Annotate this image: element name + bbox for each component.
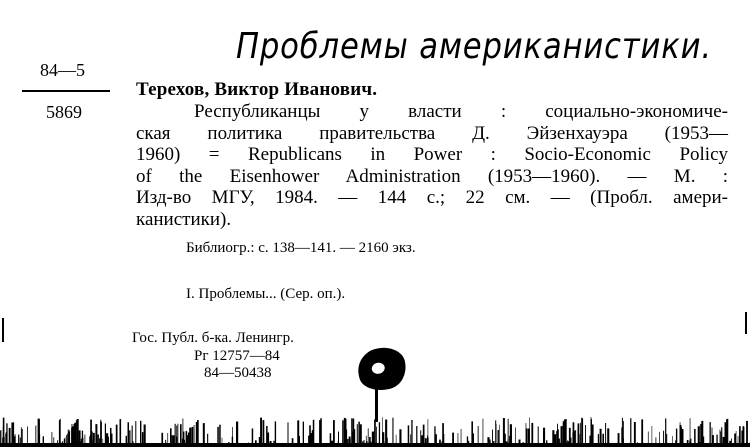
description-line: Республиканцы у власти : социально-экономиче- (194, 101, 728, 122)
scan-noise-mark (338, 432, 339, 445)
scan-noise-mark (21, 427, 22, 445)
scan-noise-mark (161, 433, 163, 445)
scan-noise-mark (509, 436, 511, 445)
scan-noise-mark (691, 439, 692, 445)
scan-noise-mark (62, 441, 63, 445)
scan-noise-mark (716, 435, 717, 445)
scan-noise-mark (18, 435, 19, 445)
scan-noise-mark (723, 437, 725, 445)
scan-noise-mark (363, 440, 364, 445)
scan-noise-mark (607, 428, 609, 445)
scan-noise-mark (194, 425, 195, 445)
scan-noise-mark (557, 424, 558, 445)
scan-noise-mark (120, 419, 122, 445)
scan-noise-mark (275, 421, 276, 445)
holder-line: 84—50438 (204, 365, 272, 381)
scan-noise-mark (552, 430, 554, 445)
scan-noise-mark (676, 429, 677, 445)
scan-noise-mark (648, 432, 649, 446)
scan-noise-mark (492, 430, 493, 446)
scan-noise-mark (303, 422, 304, 445)
scan-noise-mark (681, 438, 683, 445)
scan-noise-mark (618, 433, 620, 445)
scan-noise-mark (217, 427, 219, 445)
scan-noise-mark (27, 426, 28, 445)
scan-noise-mark (85, 435, 86, 446)
scan-noise-mark (713, 443, 714, 445)
author-heading: Терехов, Виктор Иванович. (136, 79, 378, 100)
scan-noise-mark (77, 419, 79, 445)
scan-noise-mark (622, 418, 623, 445)
bibliography-note: Библиогр.: с. 138—141. — 2160 экз. (186, 240, 416, 256)
scan-noise-mark (710, 422, 711, 445)
scan-noise-mark (427, 435, 428, 445)
holder-line: Рг 12757—84 (194, 347, 280, 364)
scan-noise-mark (382, 443, 383, 445)
scan-noise-mark (93, 440, 94, 445)
scan-noise-mark (167, 433, 168, 445)
holder-line: Гос. Публ. б-ка. Ленингр. (132, 330, 294, 346)
scan-noise-mark (65, 438, 66, 446)
scan-noise-mark (232, 427, 233, 445)
shelfmark-bottom: 5869 (46, 102, 82, 122)
shelfmark-divider (22, 90, 110, 92)
scan-noise-mark (659, 432, 660, 445)
scan-noise-mark (184, 440, 185, 445)
scan-noise-mark (630, 418, 631, 445)
scan-noise-mark (672, 436, 673, 445)
scan-noise-mark (666, 434, 667, 445)
scan-noise-mark (467, 436, 468, 445)
scan-noise-mark (72, 424, 73, 445)
scan-noise-mark (561, 426, 563, 445)
scan-noise-mark (376, 427, 377, 445)
description-line: of the Eisenhower Administration (1953—1960). — М. : (136, 165, 728, 187)
scan-noise-mark (135, 421, 136, 445)
scan-noise-mark (292, 438, 294, 445)
scan-noise-mark (53, 437, 54, 445)
scan-noise-mark (82, 438, 84, 445)
scan-noise-mark (729, 441, 731, 445)
scan-noise-mark (333, 420, 335, 445)
scan-noise-mark (731, 438, 732, 445)
scan-noise-mark (600, 429, 602, 445)
scan-noise-mark (749, 443, 750, 445)
scan-noise-mark (255, 440, 257, 445)
scan-noise-mark (408, 425, 410, 445)
scan-noise-mark (270, 441, 272, 445)
scan-noise-mark (178, 424, 179, 445)
scan-noise-mark (396, 435, 397, 445)
series-tracing: I. Проблемы... (Сер. оп.). (186, 286, 346, 302)
scan-noise-mark (143, 435, 144, 445)
scan-noise-mark (439, 440, 441, 445)
scan-noise-mark (43, 436, 44, 445)
ink-blot (354, 343, 410, 394)
scan-noise-mark (351, 418, 352, 445)
scan-noise-mark (366, 436, 367, 445)
scan-noise-mark (680, 422, 681, 445)
scan-noise-mark (313, 420, 315, 445)
scan-noise-mark (132, 426, 133, 446)
scan-noise-mark (3, 437, 5, 445)
scan-noise-mark (68, 430, 69, 446)
scan-noise-mark (266, 426, 268, 445)
scan-noise-mark (442, 423, 444, 445)
scan-noise-mark (57, 440, 58, 445)
scan-noise-mark (219, 425, 221, 445)
scan-noise-mark (721, 427, 722, 445)
scan-noise-mark (585, 425, 586, 445)
scan-noise-mark (213, 443, 214, 445)
scan-noise-mark (373, 432, 375, 446)
scan-noise-mark (140, 421, 141, 445)
scan-noise-mark (330, 441, 332, 445)
scan-noise-mark (423, 425, 425, 445)
scan-noise-mark (288, 422, 289, 445)
scan-noise-mark (358, 422, 360, 445)
scan-noise-mark (353, 435, 355, 445)
scan-noise-mark (665, 418, 666, 445)
description-line: 1960) = Republicans in Power : Socio-Economic Policy (136, 144, 728, 166)
scan-noise-mark (411, 420, 412, 445)
scan-noise-mark (694, 429, 696, 445)
scan-noise-mark (20, 438, 21, 446)
scan-noise-mark (186, 431, 188, 445)
scan-noise-mark (320, 418, 322, 445)
scan-noise-mark (189, 428, 191, 445)
scan-noise-mark (738, 436, 739, 445)
scan-noise-mark (144, 425, 146, 446)
scan-noise-mark (129, 430, 130, 445)
scan-noise-mark (564, 419, 566, 445)
scan-noise-mark (392, 418, 393, 445)
scan-noise-mark (734, 434, 736, 446)
scan-noise-mark (39, 420, 40, 445)
scan-noise-mark (98, 435, 99, 446)
scan-noise-mark (116, 425, 118, 445)
scan-noise-mark (368, 428, 369, 445)
scan-noise-mark (236, 422, 238, 446)
scan-noise-mark (133, 441, 134, 445)
scan-noise-mark (690, 418, 691, 445)
edge-mark-left (2, 318, 4, 342)
scan-noise-mark (108, 437, 109, 445)
scan-noise-mark (170, 428, 172, 445)
scan-noise-mark (452, 433, 454, 445)
scan-noise-mark (22, 429, 23, 445)
scan-noise-mark (410, 434, 411, 445)
scan-noise-mark (228, 442, 230, 445)
scan-noise-mark (687, 440, 689, 445)
scan-noise-mark (379, 422, 380, 445)
scan-noise-mark (580, 423, 581, 445)
handwritten-title-text: Проблемы американистики. (236, 26, 712, 67)
scan-noise-mark (252, 429, 254, 446)
scan-noise-mark (172, 435, 173, 445)
scan-noise-mark (720, 430, 721, 445)
scan-noise-mark (6, 432, 8, 445)
scan-noise-mark (461, 429, 462, 445)
scan-noise-mark (736, 431, 737, 445)
scan-noise-mark (349, 439, 351, 445)
scan-noise-mark (203, 423, 205, 445)
scan-noise-mark (487, 437, 489, 445)
scan-noise-mark (496, 424, 497, 445)
scan-noise-mark (420, 430, 421, 445)
scan-noise-mark (472, 437, 474, 445)
scan-noise-mark (574, 431, 575, 445)
handwritten-title (232, 6, 718, 80)
scan-noise-mark (505, 441, 507, 445)
scan-noise-mark (222, 438, 223, 445)
scan-noise-mark (566, 442, 567, 445)
scan-noise-mark (187, 439, 188, 445)
scan-noise-mark (538, 426, 539, 445)
scan-noise-mark (273, 441, 274, 445)
scan-noise-mark (15, 434, 16, 445)
scan-noise-mark (602, 434, 604, 445)
scan-noise-mark (128, 422, 130, 445)
scan-noise-mark (56, 443, 58, 445)
scan-noise-mark (498, 430, 499, 445)
scan-noise-mark (81, 439, 82, 445)
scan-noise-mark (60, 419, 61, 445)
scan-noise-mark (702, 437, 704, 445)
scan-noise-svg (0, 402, 750, 447)
scan-noise-mark (347, 439, 348, 445)
scan-noise-mark (634, 422, 636, 445)
scan-noise-mark (529, 418, 530, 446)
scan-noise-mark (0, 430, 1, 445)
description-line: Изд-во МГУ, 1984. — 144 с.; 22 см. — (Пробл. амери- (136, 187, 728, 209)
scan-noise-mark (311, 433, 313, 445)
holding-library-block (132, 330, 294, 383)
description-line: канистики). (136, 208, 232, 230)
scan-noise-mark (176, 437, 177, 445)
scan-noise-mark (345, 419, 347, 445)
scan-noise-mark (458, 433, 459, 445)
scan-noise-mark (663, 431, 664, 445)
scan-noise-mark (499, 425, 500, 445)
scan-noise-mark (360, 424, 362, 445)
handwritten-title-svg (232, 6, 718, 80)
scan-noise-mark (112, 434, 113, 445)
scan-noise-mark (165, 440, 166, 445)
scan-noise-mark (95, 424, 97, 445)
scan-noise-mark (421, 435, 423, 445)
scan-noise-mark (90, 435, 91, 445)
scan-noise-mark (519, 440, 521, 446)
scan-noise-mark (493, 441, 494, 445)
scan-noise-mark (357, 424, 358, 445)
scan-noise-mark (12, 422, 14, 445)
scan-noise-mark (369, 437, 371, 445)
scan-noise-mark (79, 430, 81, 445)
scan-noise-mark (263, 420, 265, 445)
scan-noise-mark (589, 436, 591, 445)
scan-noise-mark (110, 428, 112, 445)
scan-noise-mark (700, 424, 702, 445)
scan-noise-mark (567, 441, 568, 446)
scan-noise-mark (416, 426, 417, 445)
scan-noise-mark (652, 426, 653, 445)
scan-noise-mark (435, 434, 437, 445)
scan-noise-mark (180, 424, 182, 445)
scan-noise-mark (183, 419, 184, 446)
scan-noise-mark (637, 442, 638, 445)
scan-noise-mark (67, 434, 68, 445)
scan-noise-mark (267, 433, 269, 446)
scan-noise-mark (699, 426, 700, 445)
scan-noise-mark (425, 438, 427, 445)
scan-noise-mark (544, 435, 545, 445)
shelfmark-top: 84—5 (40, 60, 85, 80)
scan-noise-mark (526, 428, 528, 445)
description-line: ская политика правительства Д. Эйзенхауэра (1953— (136, 122, 728, 144)
scan-noise-mark (598, 434, 599, 445)
scan-noise-mark (478, 426, 479, 445)
scan-noise-mark (490, 440, 491, 446)
scan-noise-mark (522, 442, 524, 445)
scan-noise-mark (739, 426, 741, 445)
scan-noise-mark (70, 430, 71, 445)
scan-noise-mark (126, 436, 127, 445)
scan-noise-mark (726, 420, 727, 445)
scan-noise-mark (531, 423, 533, 445)
scan-noise-mark (515, 428, 516, 446)
scan-noise-mark (592, 425, 594, 446)
scan-noise-mark (382, 417, 383, 445)
scan-noise-mark (299, 436, 301, 445)
scan-noise-mark (468, 441, 469, 445)
scan-noise-mark (374, 419, 376, 445)
scan-noise-mark (105, 424, 106, 446)
scan-noise-mark (558, 439, 560, 446)
scan-noise-mark (342, 420, 344, 445)
scan-noise-mark (175, 424, 176, 445)
scan-noise-mark (554, 434, 556, 445)
scan-noise-mark (399, 429, 401, 445)
scan-noise-mark (483, 419, 484, 445)
scan-noise-mark (197, 420, 199, 445)
scan-noise-mark (605, 423, 606, 445)
scan-noise-mark (720, 432, 721, 446)
scan-noise-mark (656, 437, 657, 445)
scan-noise-mark (207, 434, 208, 445)
scan-noise-mark (578, 423, 580, 445)
scan-noise-mark (746, 421, 748, 445)
scan-noise-mark (173, 435, 175, 445)
scan-noise-mark (570, 438, 571, 445)
scan-noise-mark (9, 428, 11, 445)
scan-noise-mark (386, 438, 388, 445)
scan-noise-mark (741, 431, 743, 445)
scan-noise-mark (508, 419, 509, 445)
scan-noise-mark (248, 442, 249, 445)
edge-mark-right (745, 312, 747, 334)
scan-noise-strip (0, 402, 750, 447)
scan-noise-mark (99, 438, 101, 445)
scan-noise-mark (582, 419, 583, 445)
scan-noise-mark (641, 419, 643, 445)
scan-noise-mark (193, 427, 194, 445)
scan-noise-mark (260, 418, 262, 445)
scan-noise-mark (103, 439, 104, 445)
scan-noise-mark (35, 426, 36, 445)
scan-noise-mark (52, 432, 53, 445)
scan-noise-mark (546, 440, 547, 445)
bibliographic-description (136, 101, 728, 231)
scan-noise-mark (575, 430, 576, 445)
